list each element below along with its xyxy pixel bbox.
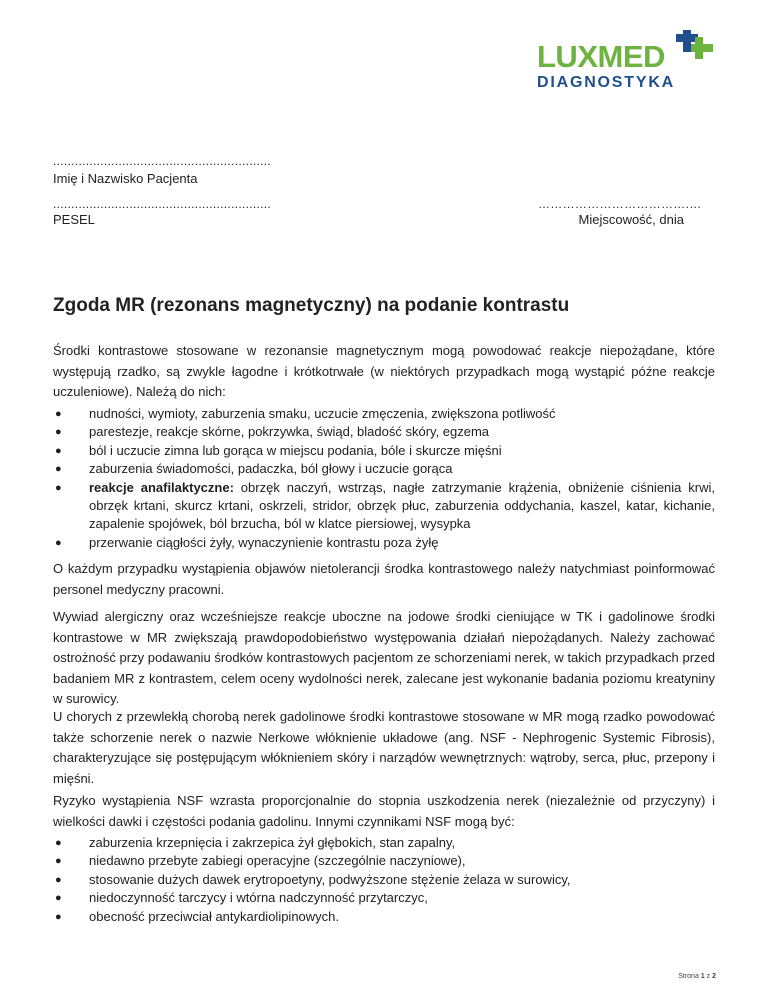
intro-paragraph: Środki kontrastowe stosowane w rezonansie magnetycznym mogą powodować reakcje niepożądane, które występują rzadko, są zwykle łagodne i krótkotrwałe (w niektórych przypadkach mogą wystąpić późne reakcje uczuleniowe). Należą do nich: xyxy=(53,343,715,399)
nsf-paragraph: U chorych z przewlekłą chorobą nerek gadolinowe środki kontrastowe stosowane w MR mogą rzadko powodować także schorzenie nerek o nazwie Nerkowe włóknienie układowe (ang. NSF - Nephrogenic Systemic Fibrosis), charakteryzujące się postępującym włóknieniem skóry i narządów wewnętrznych: wątroby, serca, płuc, przepony i mięśni. xyxy=(53,709,715,786)
list-item: ● niedoczynność tarczycy i wtórna nadczynność przytarczyc, xyxy=(53,889,715,907)
bullet-icon: ● xyxy=(55,408,62,420)
document-title: Zgoda MR (rezonans magnetyczny) na podanie kontrastu xyxy=(53,295,570,316)
pesel-field-label: PESEL xyxy=(53,212,95,227)
bullet-icon: ● xyxy=(55,536,62,549)
luxmed-logo xyxy=(537,24,717,96)
name-dotted-line: ............................................................ xyxy=(53,154,272,168)
bullet-icon: ● xyxy=(55,873,62,886)
bullet-icon: ● xyxy=(55,892,62,905)
logo-brand-text: LUXMED xyxy=(537,39,665,74)
logo-sub-text: DIAGNOSTYKA xyxy=(537,74,676,91)
bullet-icon: ● xyxy=(55,855,62,868)
nsf-factors-list xyxy=(53,834,715,926)
reactions-list xyxy=(53,405,715,552)
list-item: ● zaburzenia krzepnięcia i zakrzepica żył głębokich, stan zapalny, xyxy=(53,834,715,852)
bullet-icon: ● xyxy=(55,444,62,457)
list-item: ● ból i uczucie zimna lub gorąca w miejscu podania, bóle i skurcze mięśni xyxy=(53,442,715,460)
list-item: ● niedawno przebyte zabiegi operacyjne (szczególnie naczyniowe), xyxy=(53,852,715,870)
inform-paragraph: O każdym przypadku wystąpienia objawów nietolerancji środka kontrastowego należy natychmiast poinformować personel medyczny pracowni. xyxy=(53,561,715,597)
allergy-history-paragraph: Wywiad alergiczny oraz wcześniejsze reakcje uboczne na jodowe środki cieniujące w TK i gadolinowe środki kontrastowe w MR zwiększają prawdopodobieństwo występowania działań niepożądanych. Należy zachować ostrożność przy podawaniu środków kontrastowych pacjentom ze schorzeniami nerek, w takich przypadkach przed badaniem MR z kontrastem, celem oceny wydolności nerek, zalecane jest wykonanie badania poziomu kreatyniny w surowicy. xyxy=(53,609,715,706)
list-item: ● nudności, wymioty, zaburzenia smaku, uczucie zmęczenia, zwiększona potliwość xyxy=(53,405,715,423)
list-item: ● stosowanie dużych dawek erytropoetyny, podwyższone stężenie żelaza w surowicy, xyxy=(53,871,715,889)
list-item: ● parestezje, reakcje skórne, pokrzywka, świąd, bladość skóry, egzema xyxy=(53,423,715,441)
bullet-icon: ● xyxy=(55,837,62,849)
list-item: ● obecność przeciwciał antykardiolipinowych. xyxy=(53,908,715,926)
nsf-risk-paragraph: Ryzyko wystąpienia NSF wzrasta proporcjonalnie do stopnia uszkodzenia nerek (niezależnie od przyczyny) i wielkości dawki i częstości podania gadolinu. Innymi czynnikami NSF mogą być: xyxy=(53,793,715,829)
list-item: ● reakcje anafilaktyczne: obrzęk naczyń, wstrząs, nagłe zatrzymanie krążenia, obniżenie ciśnienia krwi, obrzęk krtani, skurcz krtani, oskrzeli, stridor, obrzęk płuc, zaburzenia oddychania, kaszel, katar, kichanie, zapalenie spojówek, ból brzucha, ból w klatce piersiowej, wysypka xyxy=(55,479,716,532)
name-field-label: Imię i Nazwisko Pacjenta xyxy=(53,171,198,186)
bullet-icon: ● xyxy=(55,426,62,439)
place-date-field-label: Miejscowość, dnia xyxy=(578,212,684,227)
cross-logo-icon xyxy=(673,24,713,64)
bullet-icon: ● xyxy=(55,910,62,923)
bullet-icon: ● xyxy=(55,481,62,494)
bullet-icon: ● xyxy=(55,463,62,476)
list-item: ● przerwanie ciągłości żyły, wynaczynienie kontrastu poza żyłę xyxy=(53,534,715,552)
list-item: ● zaburzenia świadomości, padaczka, ból głowy i uczucie gorąca xyxy=(53,460,715,478)
place-date-dotted-line: ……………………………….… xyxy=(538,197,702,211)
page-number: Strona 1 z 2 xyxy=(678,973,716,980)
pesel-dotted-line: ............................................................ xyxy=(53,197,272,211)
